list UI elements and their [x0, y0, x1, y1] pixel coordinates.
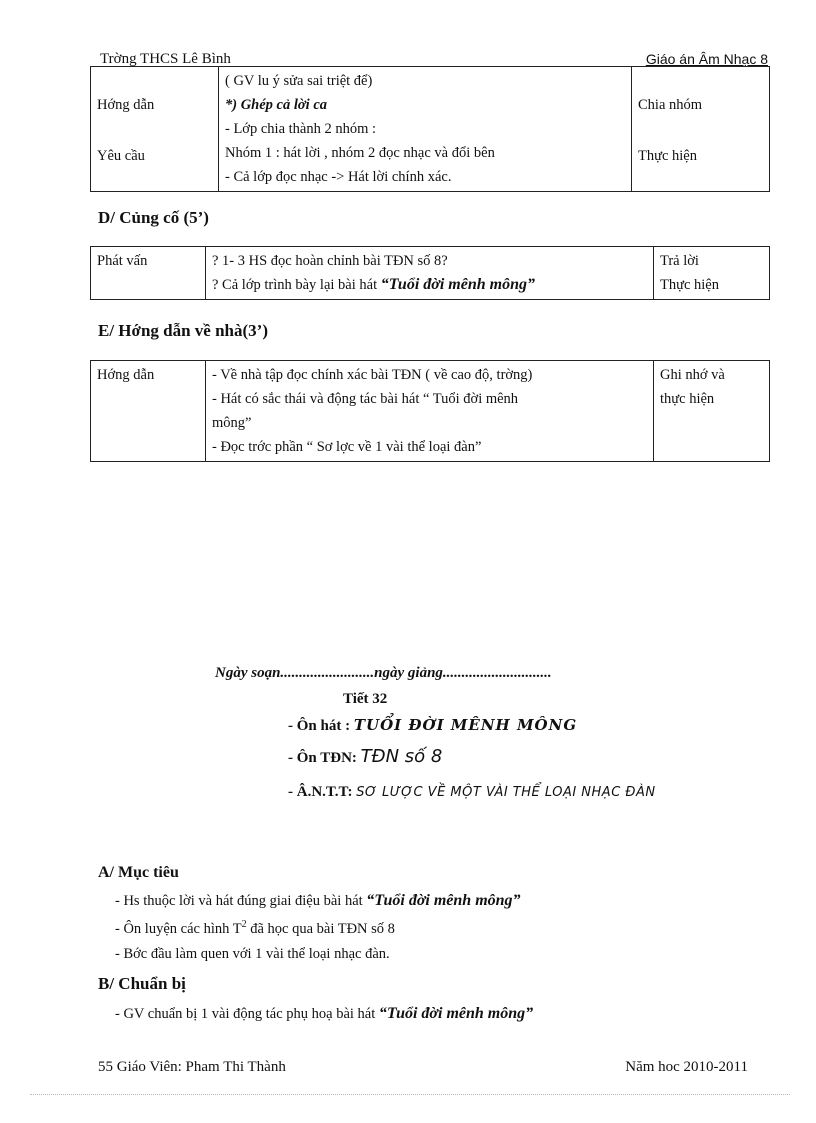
table3-col2-line: - Về nhà tập đọc chính xác bài TĐN ( về cao độ, trờng): [212, 367, 533, 383]
table2-col2: [206, 247, 654, 300]
section-e-title: E/ Hớng dẫn về nhà(3’): [98, 321, 268, 340]
table2-col1: [91, 247, 206, 300]
table2-col2-line1: ? 1- 3 HS đọc hoàn chỉnh bài TĐN số 8?: [212, 253, 448, 269]
table1-col2-line: - Cả lớp đọc nhạc -> Hát lời chính xác.: [225, 169, 452, 185]
lesson-antt: [288, 784, 656, 801]
table1-col1-line: Yêu cầu: [97, 148, 145, 164]
section-d-title: D/ Củng cố (5’): [98, 208, 209, 227]
section-a-title: A/ Mục tiêu: [98, 864, 179, 881]
on-hat-value: TUỔI ĐỜI MÊNH MÔNG: [353, 716, 578, 734]
table2-col3-line: Thực hiện: [660, 277, 719, 293]
table1-col2-line: ( GV lu ý sửa sai triệt để): [225, 73, 373, 89]
table1-col1-line: Hớng dẫn: [97, 97, 155, 113]
lesson-on-hat: [288, 716, 577, 735]
header-subject: Giáo án Âm Nhạc 8: [645, 51, 768, 67]
table1-col3-line: Thực hiện: [638, 148, 697, 164]
table2-line2-prefix: ? Cả lớp trình bày lại bài hát: [212, 277, 381, 293]
table1-col3: [632, 67, 770, 192]
header-school: Trờng THCS Lê Bình: [100, 51, 231, 67]
table1-col2: [219, 67, 632, 192]
table3-col1-line: Hớng dẫn: [97, 367, 155, 383]
table1-col3-line: Chia nhóm: [638, 97, 703, 113]
section-a-item-1-text: - Hs thuộc lời và hát đúng giai điệu bài hát: [115, 893, 367, 909]
section-b-title: B/ Chuẩn bị: [98, 974, 186, 993]
on-hat-label: - Ôn hát :: [288, 718, 351, 734]
table1-col2-line: - Lớp chia thành 2 nhóm :: [225, 121, 377, 137]
table3-col2: [206, 361, 654, 462]
section-a-item-2-text: - Ôn luyện các hình T: [115, 920, 242, 937]
table3-col2-line: mông”: [212, 415, 252, 431]
antt-label: - Â.N.T.T:: [288, 784, 353, 800]
footer-teacher: 55 Giáo Viên: Pham Thi Thành: [98, 1059, 286, 1075]
table3-col3: [654, 361, 770, 462]
table1-col2-line: Nhóm 1 : hát lời , nhóm 2 đọc nhạc và đổi bên: [225, 145, 495, 161]
song-title: “Tuổi đời mênh mông”: [380, 276, 535, 293]
table2-col3-line: Trả lời: [660, 253, 699, 269]
section-b-item-1: [115, 1005, 533, 1023]
table1-col1: [91, 67, 219, 192]
table2-col2-line2: [212, 273, 647, 297]
lesson-date-line: Ngày soạn.........................ngày giảng.............................: [215, 665, 552, 681]
song-title: “Tuổi đời mênh mông”: [366, 892, 521, 909]
section-b-item-1-text: - GV chuẩn bị 1 vài động tác phụ hoạ bài hát: [115, 1006, 379, 1022]
table1-col2-line: *) Ghép cả lời ca: [225, 97, 328, 113]
section-a-item-1: [115, 892, 521, 910]
footer-year: Năm hoc 2010-2011: [625, 1059, 748, 1075]
section-a-item-2-suffix: đã học qua bài TĐN số 8: [246, 920, 395, 937]
table3-col1: [91, 361, 206, 462]
lesson-on-tdn: [288, 746, 442, 767]
table3-col3-line: thực hiện: [660, 391, 715, 407]
antt-value: SƠ LƯỢC VỀ MỘT VÀI THỂ LOẠI NHẠC ĐÀN: [356, 785, 656, 800]
superscript: 2: [241, 919, 247, 930]
table3-col2-line: - Hát có sắc thái và động tác bài hát “ Tuổi đời mênh: [212, 391, 519, 407]
activity-table-2: [90, 246, 770, 300]
page-bottom-rule: [30, 1094, 790, 1095]
song-title: “Tuổi đời mênh mông”: [378, 1005, 534, 1022]
on-tdn-value: TĐN số 8: [360, 746, 443, 767]
lesson-period: Tiết 32: [343, 691, 388, 707]
table2-col1-line: Phát vấn: [97, 253, 148, 269]
table3-col3-line: Ghi nhớ và: [660, 367, 725, 383]
on-tdn-label: - Ôn TĐN:: [288, 750, 357, 766]
activity-table-3: [90, 360, 770, 462]
activity-table-1: [90, 66, 770, 192]
table3-col2-line: - Đọc trớc phần “ Sơ lợc về 1 vài thể loại đàn”: [212, 439, 482, 455]
table2-col3: [654, 247, 770, 300]
section-a-item-2: [115, 919, 395, 938]
section-a-item-3: - Bớc đầu làm quen với 1 vài thể loại nhạc đàn.: [115, 946, 390, 962]
